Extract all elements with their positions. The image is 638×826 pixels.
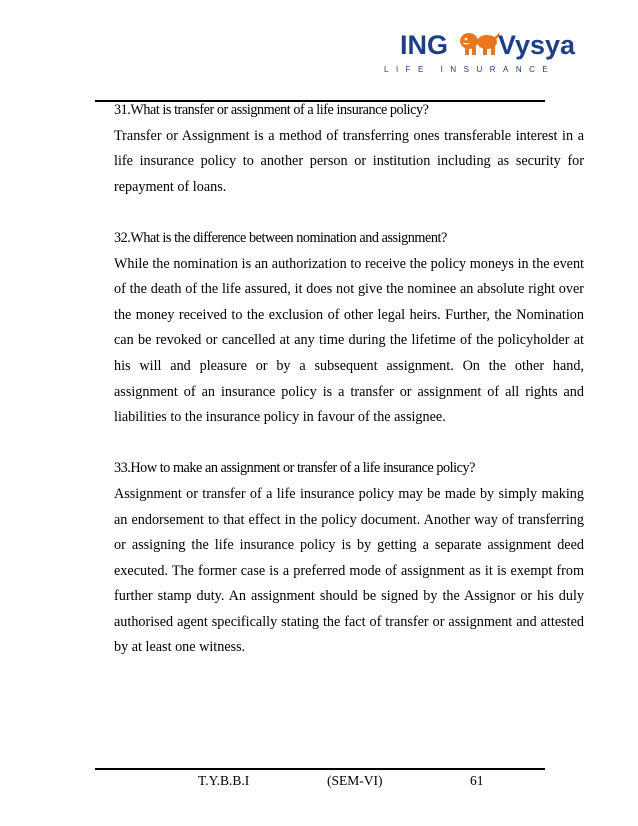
footer-course: T.Y.B.B.I (198, 773, 250, 788)
logo-brand-ing: ING (400, 30, 449, 60)
answer-text: While the nomination is an authorization to receive the policy moneys in the event of the death of the life assured, it does not give the nominee an absolute right over the money received to the exclusion of other legal heirs. Further, the Nomination can be revoked or cancelled at any time during the lifetime of the policyholder at his will and pleasure or by a subsequent assignment. On the other hand, assignment of an insurance policy is a transfer or assignment of all rights and liabilities to the insurance policy in favour of the assignee. (114, 255, 584, 426)
answer-text: Transfer or Assignment is a method of transferring ones transferable interest in a life insurance policy to another person or institution including as security for repayment of loans. (114, 127, 584, 195)
qa-item (114, 226, 584, 431)
lion-icon (457, 30, 501, 60)
question-text: 32.What is the difference between nomination and assignment? (114, 229, 447, 246)
logo-subtitle: LIFE INSURANCE (384, 65, 556, 74)
qa-item (114, 98, 584, 200)
footer-semester: (SEM-VI) (327, 773, 383, 788)
footer-divider (95, 768, 545, 770)
ing-vysya-logo (374, 30, 588, 80)
question-text: 33.How to make an assignment or transfer of a life insurance policy? (114, 460, 476, 477)
logo-brand-vysya: Vysya (498, 30, 576, 60)
answer-text: Assignment or transfer of a life insurance policy may be made by simply making an endorsement to that effect in the policy document. Another way of transferring or assigning the life insurance policy is by getting a separate assignment deed executed. The former case is a preferred mode of assignment as it is exempt from further stamp duty. An assignment should be signed by the Assignor or his duly authorised agent specifically stating the fact of transfer or assignment and attested by at least one witness. (114, 485, 584, 656)
page-content (114, 98, 584, 687)
footer-page-number: 61 (470, 773, 484, 788)
qa-item (114, 456, 584, 661)
question-text: 31.What is transfer or assignment of a life insurance policy? (114, 102, 429, 118)
